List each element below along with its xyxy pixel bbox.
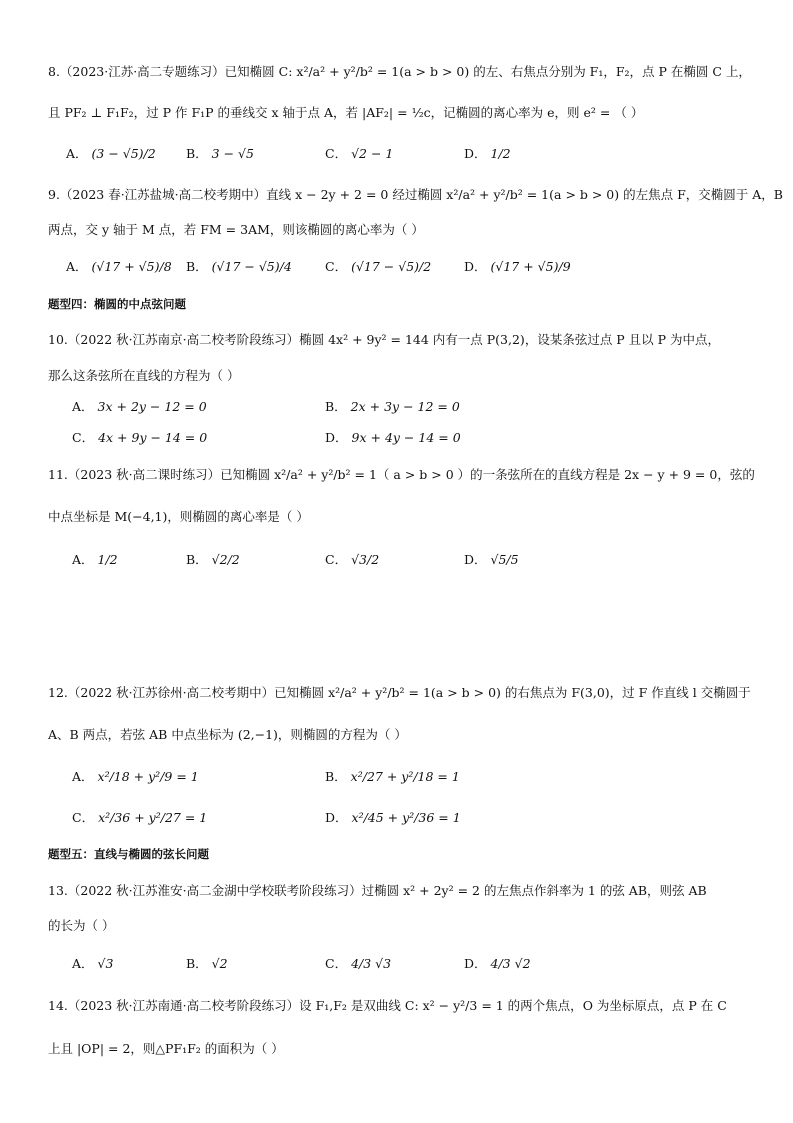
option-letter: C． <box>325 956 348 971</box>
question-12-option-b <box>325 768 460 786</box>
question-8-line-1: 8.（2023·江苏·高二专题练习）已知椭圆 C: x²/a² + y²/b² = 1(a > b > 0) 的左、右焦点分别为 F₁，F₂，点 P 在椭圆 C 上， <box>48 64 751 79</box>
option-text: (√17 + √5)/9 <box>490 259 571 274</box>
question-10-option-b <box>325 398 460 416</box>
option-letter: B． <box>325 399 347 414</box>
question-14-line-2: 上且 |OP| = 2，则△PF₁F₂ 的面积为（ ） <box>48 1041 284 1056</box>
question-12-option-c <box>72 809 207 827</box>
option-letter: B． <box>325 769 347 784</box>
option-text: 3 − √5 <box>211 146 254 161</box>
question-9-line-1: 9.（2023 春·江苏盐城·高二校考期中）直线 x − 2y + 2 = 0 经过椭圆 x²/a² + y²/b² = 1(a > b > 0) 的左焦点 F，交椭圆于 A，B <box>48 187 783 202</box>
option-text: √2/2 <box>211 552 240 567</box>
question-8-option-d <box>464 145 511 163</box>
option-text: √2 <box>211 956 228 971</box>
option-text: (√17 + √5)/8 <box>91 259 172 274</box>
option-letter: D． <box>325 810 348 825</box>
option-text: x²/45 + y²/36 = 1 <box>351 810 461 825</box>
option-text: 1/2 <box>97 552 118 567</box>
question-11-option-b <box>186 551 240 569</box>
section-heading-4: 题型四：椭圆的中点弦问题 <box>48 297 186 311</box>
question-12-option-a <box>72 768 199 786</box>
option-text: x²/27 + y²/18 = 1 <box>350 769 460 784</box>
option-letter: D． <box>325 430 348 445</box>
option-letter: B． <box>186 552 208 567</box>
question-13-line-1: 13.（2022 秋·江苏淮安·高二金湖中学校联考阶段练习）过椭圆 x² + 2y² = 2 的左焦点作斜率为 1 的弦 AB，则弦 AB <box>48 883 707 898</box>
option-letter: A． <box>66 146 88 161</box>
option-letter: D． <box>464 259 487 274</box>
option-text: 4/3 √3 <box>351 956 392 971</box>
question-8-option-c <box>325 145 393 163</box>
question-10-line-1: 10.（2022 秋·江苏南京·高二校考阶段练习）椭圆 4x² + 9y² = 144 内有一点 P(3,2)，设某条弦过点 P 且以 P 为中点， <box>48 332 721 347</box>
question-14-line-1: 14.（2023 秋·江苏南通·高二校考阶段练习）设 F₁,F₂ 是双曲线 C: x² − y²/3 = 1 的两个焦点，O 为坐标原点，点 P 在 C <box>48 998 727 1013</box>
option-letter: C． <box>325 552 348 567</box>
question-10-line-2: 那么这条弦所在直线的方程为（ ） <box>48 368 240 383</box>
question-13-option-c <box>325 955 391 973</box>
question-8-option-b <box>186 145 254 163</box>
option-text: (√17 − √5)/2 <box>351 259 432 274</box>
option-letter: B． <box>186 259 208 274</box>
question-9-line-2: 两点，交 y 轴于 M 点，若 FM = 3AM，则该椭圆的离心率为（ ） <box>48 222 424 237</box>
option-letter: C． <box>72 430 95 445</box>
question-13-option-a <box>72 955 113 973</box>
option-text: (√17 − √5)/4 <box>211 259 292 274</box>
option-letter: C． <box>325 259 348 274</box>
option-letter: A． <box>72 956 94 971</box>
option-letter: B． <box>186 956 208 971</box>
option-text: 9x + 4y − 14 = 0 <box>351 430 461 445</box>
option-text: x²/18 + y²/9 = 1 <box>97 769 199 784</box>
section-heading-5: 题型五：直线与椭圆的弦长问题 <box>48 847 209 861</box>
option-letter: C． <box>72 810 95 825</box>
question-8-option-a <box>66 145 156 163</box>
question-9-option-c <box>325 258 431 276</box>
question-9-option-b <box>186 258 292 276</box>
option-text: √5/5 <box>490 552 519 567</box>
option-letter: A． <box>72 552 94 567</box>
option-text: 1/2 <box>490 146 511 161</box>
option-text: 3x + 2y − 12 = 0 <box>97 399 207 414</box>
question-11-option-c <box>325 551 379 569</box>
question-8-line-2: 且 PF₂ ⊥ F₁F₂，过 P 作 F₁P 的垂线交 x 轴于点 A，若 |AF₂| = ½c，记椭圆的离心率为 e，则 e² = （ ） <box>48 105 644 120</box>
question-11-line-2: 中点坐标是 M(−4,1)，则椭圆的离心率是（ ） <box>48 509 309 524</box>
option-letter: A． <box>72 399 94 414</box>
option-letter: D． <box>464 146 487 161</box>
option-text: x²/36 + y²/27 = 1 <box>98 810 208 825</box>
option-text: √3/2 <box>351 552 380 567</box>
option-letter: A． <box>66 259 88 274</box>
option-text: 2x + 3y − 12 = 0 <box>350 399 460 414</box>
option-text: √3 <box>97 956 114 971</box>
question-13-line-2: 的长为（ ） <box>48 918 115 933</box>
question-12-line-2: A、B 两点，若弦 AB 中点坐标为 (2,−1)，则椭圆的方程为（ ） <box>48 727 407 742</box>
option-text: 4x + 9y − 14 = 0 <box>98 430 208 445</box>
option-letter: D． <box>464 956 487 971</box>
question-10-option-d <box>325 429 461 447</box>
option-letter: D． <box>464 552 487 567</box>
question-13-option-b <box>186 955 228 973</box>
question-10-option-a <box>72 398 207 416</box>
option-text: (3 − √5)/2 <box>91 146 156 161</box>
question-10-option-c <box>72 429 207 447</box>
option-text: 4/3 √2 <box>490 956 531 971</box>
question-11-option-a <box>72 551 118 569</box>
question-11-option-d <box>464 551 519 569</box>
option-text: √2 − 1 <box>351 146 394 161</box>
option-letter: A． <box>72 769 94 784</box>
question-11-line-1: 11.（2023 秋·高二课时练习）已知椭圆 x²/a² + y²/b² = 1（ a > b > 0 ）的一条弦所在的直线方程是 2x − y + 9 = 0，弦的 <box>48 467 755 482</box>
question-13-option-d <box>464 955 531 973</box>
question-12-line-1: 12.（2022 秋·江苏徐州·高二校考期中）已知椭圆 x²/a² + y²/b² = 1(a > b > 0) 的右焦点为 F(3,0)，过 F 作直线 l 交椭圆于 <box>48 685 751 700</box>
option-letter: C． <box>325 146 348 161</box>
question-9-option-d <box>464 258 571 276</box>
option-letter: B． <box>186 146 208 161</box>
question-12-option-d <box>325 809 461 827</box>
question-9-option-a <box>66 258 172 276</box>
